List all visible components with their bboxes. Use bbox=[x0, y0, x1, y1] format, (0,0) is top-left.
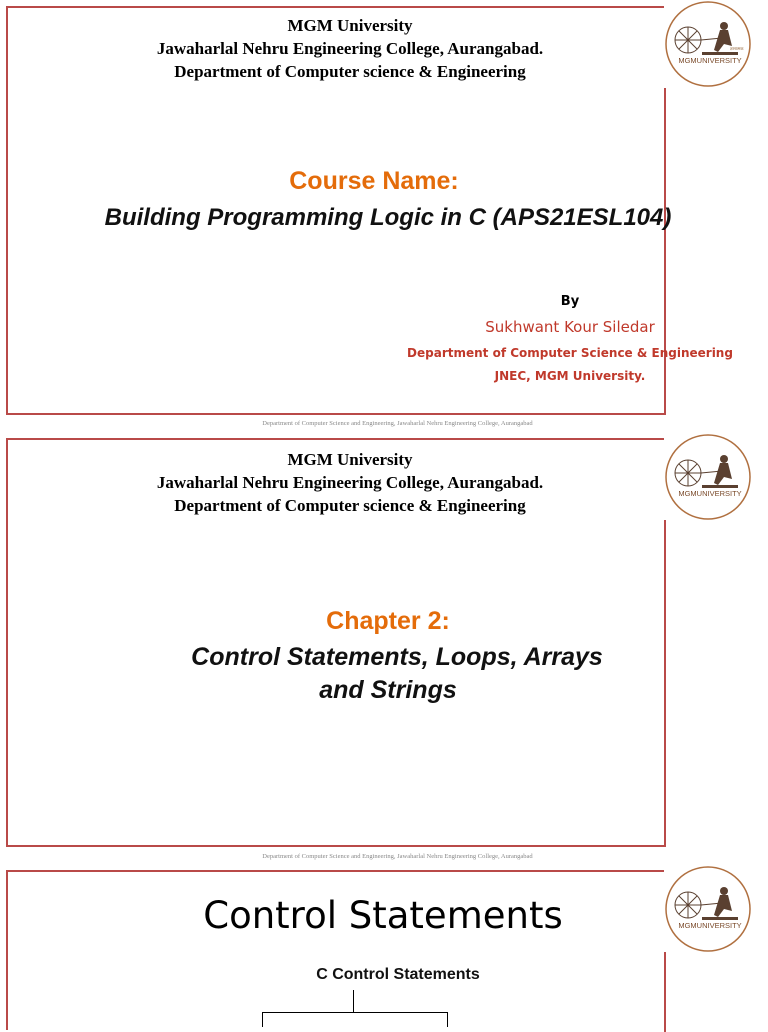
mgm-logo bbox=[660, 433, 764, 521]
header-university: MGM University bbox=[287, 450, 413, 469]
header-department: Department of Computer science & Engineering bbox=[174, 62, 526, 81]
author-department: Department of Computer Science & Engineering bbox=[407, 346, 733, 360]
header-college: Jawaharlal Nehru Engineering College, Aurangabad. bbox=[156, 473, 544, 492]
diagram-branch bbox=[262, 1012, 448, 1027]
mgm-logo bbox=[660, 0, 764, 88]
diagram-connector bbox=[353, 990, 354, 1012]
by-label: By bbox=[560, 294, 580, 309]
diagram-root-label: C Control Statements bbox=[316, 966, 480, 983]
charkha-spinning-wheel-icon bbox=[660, 0, 764, 88]
slide-title: Control Statements bbox=[203, 894, 563, 937]
chapter-title-line2: and Strings bbox=[319, 676, 457, 704]
chapter-label: Chapter 2: bbox=[326, 607, 450, 635]
header-university: MGM University bbox=[287, 16, 413, 35]
chapter-title-line1: Control Statements, Loops, Arrays bbox=[191, 643, 603, 671]
course-title: Building Programming Logic in C (APS21ESL104) bbox=[104, 204, 672, 231]
header-college: Jawaharlal Nehru Engineering College, Aurangabad. bbox=[156, 39, 544, 58]
logo-text: MGMUNIVERSITY bbox=[678, 489, 742, 498]
logo-text: MGMUNIVERSITY bbox=[678, 921, 742, 930]
footer-text: Department of Computer Science and Engineering, Jawaharlal Nehru Engineering College, Aurangabad bbox=[262, 853, 533, 860]
logo-text: MGMUNIVERSITY bbox=[678, 56, 742, 65]
header-department: Department of Computer science & Engineering bbox=[174, 496, 526, 515]
author-name: Sukhwant Kour Siledar bbox=[485, 318, 655, 336]
svg-text:ज्ञानात्मक: ज्ञानात्मक bbox=[730, 46, 744, 51]
charkha-spinning-wheel-icon bbox=[660, 433, 764, 521]
course-label: Course Name: bbox=[289, 167, 459, 195]
footer-text: Department of Computer Science and Engineering, Jawaharlal Nehru Engineering College, Aurangabad bbox=[262, 420, 533, 427]
author-institution: JNEC, MGM University. bbox=[494, 369, 646, 383]
